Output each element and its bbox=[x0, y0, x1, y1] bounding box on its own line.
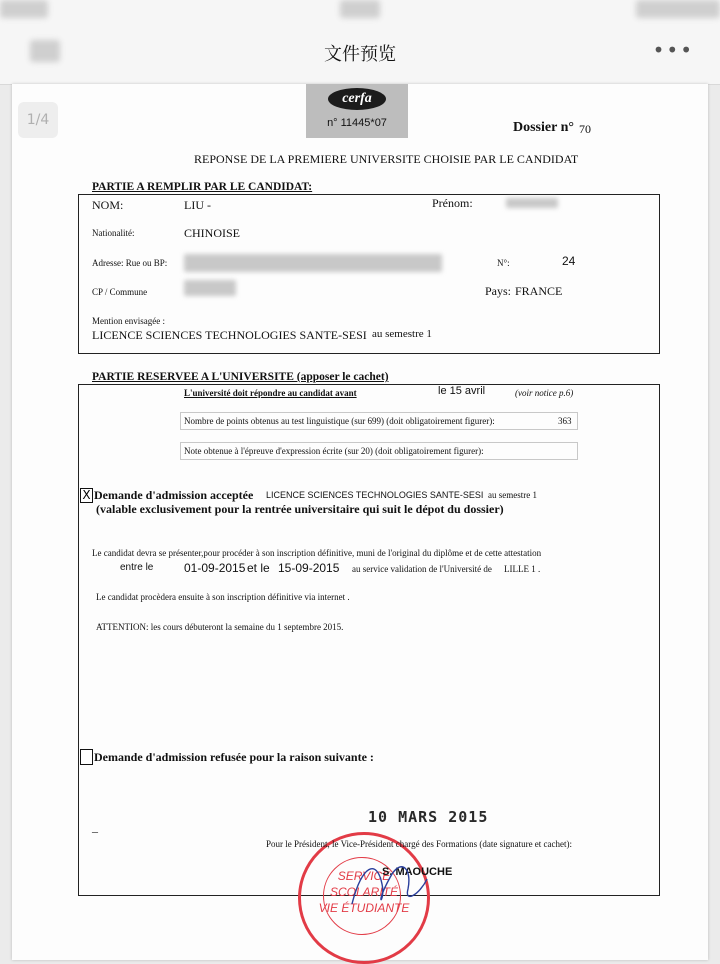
prenom-label: Prénom: bbox=[432, 196, 473, 210]
date-to: 15-09-2015 bbox=[278, 561, 340, 575]
instructions-text: Le candidat devra se présenter,pour procéder à son inscription définitive, muni de l'original du diplôme et de cette attestation bbox=[92, 548, 542, 558]
deadline-label: L'université doit répondre au candidat avant bbox=[184, 388, 357, 398]
nationalite-value: CHINOISE bbox=[184, 226, 240, 240]
cp-label: CP / Commune bbox=[92, 287, 148, 297]
dossier-number: 70 bbox=[579, 122, 591, 136]
cerfa-logo bbox=[306, 84, 408, 138]
university-name: LILLE 1 . bbox=[504, 564, 541, 574]
accepted-checkbox[interactable]: X bbox=[80, 488, 93, 503]
stamp-line-2: SCOLARITÉ bbox=[329, 885, 398, 899]
stamp-line-1: SERVICE bbox=[337, 869, 391, 883]
adresse-label: Adresse: Rue ou BP: bbox=[92, 258, 168, 268]
nationalite-label: Nationalité: bbox=[92, 228, 135, 238]
dossier-label: Dossier n° bbox=[513, 120, 574, 135]
internet-text: Le candidat procèdera ensuite à son inscription définitive via internet . bbox=[96, 592, 350, 602]
signatory-name: S. MAOUCHE bbox=[382, 866, 453, 878]
attention-text: ATTENTION: les cours débuteront la semaine du 1 septembre 2015. bbox=[96, 622, 344, 632]
between-label: entre le bbox=[120, 562, 154, 573]
nom-label: NOM: bbox=[92, 198, 124, 212]
points-label: Nombre de points obtenus au test linguistique (sur 699) (doit obligatoirement figurer): bbox=[184, 416, 495, 426]
stamp-line-3: VIE ÉTUDIANTE bbox=[318, 901, 410, 915]
adresse-redacted bbox=[184, 254, 442, 272]
note-label: Note obtenue à l'épreuve d'expression écrite (sur 20) (doit obligatoirement figurer): bbox=[184, 446, 484, 456]
candidate-section-heading: PARTIE A REMPLIR PAR LE CANDIDAT: bbox=[92, 181, 313, 193]
more-options-button[interactable]: ••• bbox=[652, 38, 694, 62]
points-value: 363 bbox=[558, 416, 572, 426]
deadline-value: le 15 avril bbox=[438, 385, 486, 397]
numero-value: 24 bbox=[562, 254, 576, 268]
cerfa-logo-mark: cerfa bbox=[328, 88, 386, 110]
date-stamp: 10 MARS 2015 bbox=[368, 808, 489, 826]
accepted-validity: (valable exclusivement pour la rentrée universitaire qui suit le dépot du dossier) bbox=[96, 502, 504, 516]
mention-semester: au semestre 1 bbox=[372, 328, 432, 340]
prenom-redacted bbox=[506, 198, 558, 208]
pays-label: Pays: bbox=[485, 284, 512, 298]
signature-caption: Pour le Président, le Vice-Président chargé des Formations (date signature et cachet): bbox=[266, 839, 573, 849]
handwritten-signature bbox=[342, 854, 432, 914]
app-title: 文件预览 bbox=[324, 44, 396, 65]
accepted-semester: au semestre 1 bbox=[488, 490, 537, 500]
accepted-program: LICENCE SCIENCES TECHNOLOGIES SANTE-SESI bbox=[266, 490, 484, 500]
top-app-bar bbox=[0, 0, 720, 85]
numero-label: N°: bbox=[497, 258, 510, 268]
university-section-heading: PARTIE RESERVEE A L'UNIVERSITE (apposer le cachet) bbox=[92, 371, 389, 383]
cerfa-number: n° 11445*07 bbox=[327, 117, 387, 129]
dash-mark: – bbox=[92, 824, 98, 838]
accepted-label: Demande d'admission acceptée bbox=[94, 488, 254, 502]
page-indicator: 1/4 bbox=[18, 102, 58, 138]
date-from: 01-09-2015 bbox=[184, 561, 246, 575]
mention-value: LICENCE SCIENCES TECHNOLOGIES SANTE-SESI bbox=[92, 328, 367, 342]
service-text: au service validation de l'Université de bbox=[352, 564, 492, 574]
and-label: et le bbox=[247, 561, 270, 575]
document-page bbox=[12, 84, 708, 960]
mention-label: Mention envisagée : bbox=[92, 316, 165, 326]
pays-value: FRANCE bbox=[515, 284, 563, 298]
deadline-note: (voir notice p.6) bbox=[515, 388, 574, 398]
refused-label: Demande d'admission refusée pour la raison suivante : bbox=[94, 750, 374, 764]
cp-redacted bbox=[184, 280, 236, 296]
refused-checkbox[interactable] bbox=[80, 749, 93, 765]
nom-value: LIU - bbox=[184, 198, 211, 212]
document-title: REPONSE DE LA PREMIERE UNIVERSITE CHOISIE PAR LE CANDIDAT bbox=[194, 152, 579, 166]
